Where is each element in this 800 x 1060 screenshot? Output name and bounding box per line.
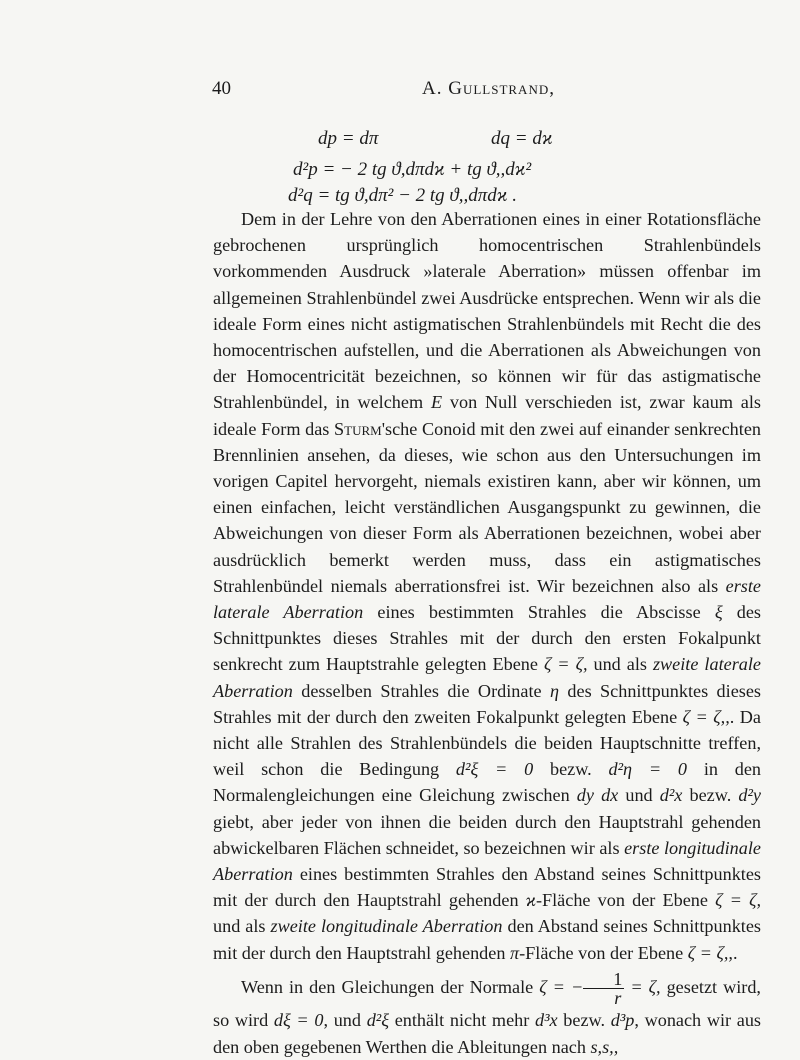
fraction-denominator: r <box>614 988 622 1009</box>
math-symbol: η <box>549 680 559 701</box>
math-symbol: ζ = ζ, <box>543 654 588 675</box>
math-symbol: π <box>509 942 520 963</box>
text-span: gesetzt wird, so wird <box>213 976 761 1031</box>
math-symbol: d²ξ = 0 <box>455 759 534 780</box>
text-span: , und <box>323 1010 367 1031</box>
text-span: -Fläche von der Ebene <box>535 890 716 911</box>
math-symbol: d³p <box>610 1010 635 1031</box>
text-span: Dem in der Lehre von den Aberrationen eines in einer Rotationsfläche gebrochenen ursprünglich homocentrischen Strahlenbündels vorkommenden Ausdruck »laterale Aberration» müssen offenbar im allgemeinen Strahlenbündel zwei Ausdrücke entsprechen. Wenn wir als die ideale Form eines nicht astigmatischen Strahlenbündels mit Recht die des homocentrischen aufstellen, und die Aberrationen als Abweichungen von der Homocentricität bezeichnen, so können wir für das astigmatische Strahlenbündel, in welchem <box>213 209 761 413</box>
paragraph-1 <box>213 206 761 966</box>
text-span: und als <box>213 916 271 937</box>
equation-dp: dp = dπ <box>318 128 379 149</box>
text-span: , wonach wir aus den oben gegebenen Werthen die Ableitungen nach <box>213 1010 761 1057</box>
math-symbol: = ζ, <box>624 976 661 997</box>
math-symbol: ζ = ζ,, <box>682 706 730 727</box>
math-symbol: s,s,, <box>590 1036 619 1057</box>
text-span: von Null verschieden ist, zwar kaum als ideale Form das <box>213 392 761 439</box>
text-span: eines bestimmten Strahles die Abscisse <box>363 602 715 623</box>
text-span: . Da nicht alle Strahlen des Strahlenbündels die beiden Hauptschnitte treffen, weil schon die Bedingung <box>213 706 761 780</box>
body-text <box>213 206 761 1060</box>
text-span: bezw. <box>533 759 609 780</box>
math-symbol: d²y <box>738 785 761 806</box>
math-symbol: ξ <box>714 602 723 623</box>
text-span: desselben Strahles die Ordinate <box>292 680 550 701</box>
text-span: und <box>618 785 660 806</box>
author-name: Sturm <box>334 418 382 439</box>
math-symbol: ζ = ζ,, <box>687 942 733 963</box>
text-span: 'sche Conoid mit den zwei auf einander senkrechten Brennlinien ansehen, da dieses, wie schon aus den Untersuchungen im vorigen Capitel hervorgeht, niemals existiren kann, aber wir können, um einen einfachen, leicht verständlichen Ausgangspunkt zu gewinnen, die Abweichungen von dieser Form als Aberrationen bezeichnen, wobei aber ausdrücklich bemerkt werden muss, dass ein astigmatisches Strahlenbündel niemals aberrationsfrei ist. Wir bezeichnen also als <box>213 418 761 596</box>
paragraph-2 <box>213 970 761 1060</box>
text-span: -Fläche von der Ebene <box>519 942 688 963</box>
math-symbol: dy dx <box>576 785 619 806</box>
equation-d2q: d²q = tg ϑ,dπ² − 2 tg ϑ,,dπdϰ . <box>288 185 517 206</box>
defined-term: erste laterale Aberration <box>213 575 761 623</box>
defined-term: zweite laterale Aberration <box>213 654 761 701</box>
text-span: bezw. <box>557 1010 611 1031</box>
math-symbol: E <box>430 392 443 413</box>
defined-term: erste longitudinale Aberration <box>213 837 761 885</box>
text-span: den Abstand seines Schnittpunktes mit der durch den Hauptstrahl gehenden <box>213 916 761 963</box>
text-span: enthält nicht mehr <box>389 1010 535 1031</box>
text-span: giebt, aber jeder von ihnen die beiden durch den Hauptstrahl gehenden abwickelbaren Flächen schneidet, so bezeichnen wir als <box>213 811 761 858</box>
text-span: Wenn in den Gleichungen der Normale <box>241 976 540 997</box>
text-span: in den Normalengleichungen eine Gleichung zwischen <box>213 759 762 806</box>
running-head: A. Gullstrand, <box>422 78 555 99</box>
page-number: 40 <box>212 78 231 99</box>
fraction-numerator: 1 <box>583 970 624 989</box>
math-symbol: d³x <box>534 1010 558 1031</box>
text-span: des Schnittpunktes dieses Strahles mit der durch den ersten Fokalpunkt senkrecht zum Hauptstrahle gelegten Ebene <box>213 602 762 675</box>
text-span: und als <box>587 654 653 675</box>
text-span: . <box>732 942 738 963</box>
text-span: des Schnittpunktes dieses Strahles mit der durch den zweiten Fokalpunkt gelegten Ebene <box>213 680 761 727</box>
math-symbol: d²x <box>659 785 683 806</box>
fraction <box>583 970 624 1007</box>
text-span: bezw. <box>682 785 739 806</box>
math-symbol: d²ξ <box>366 1010 390 1031</box>
math-symbol: ζ = ζ, <box>715 890 762 911</box>
math-symbol: dξ = 0 <box>273 1010 324 1031</box>
math-symbol: ϰ <box>525 890 536 911</box>
equation-d2p: d²p = − 2 tg ϑ,dπdϰ + tg ϑ,,dϰ² <box>293 159 532 180</box>
equation-dq: dq = dϰ <box>491 128 553 149</box>
text-span: eines bestimmten Strahles den Abstand seines Schnittpunktes mit der durch den Hauptstrahl gehenden <box>213 864 761 911</box>
math-symbol: d²η = 0 <box>608 759 688 780</box>
math-symbol: ζ = − <box>539 976 584 997</box>
defined-term: zweite longitudinale Aberration <box>270 916 503 937</box>
